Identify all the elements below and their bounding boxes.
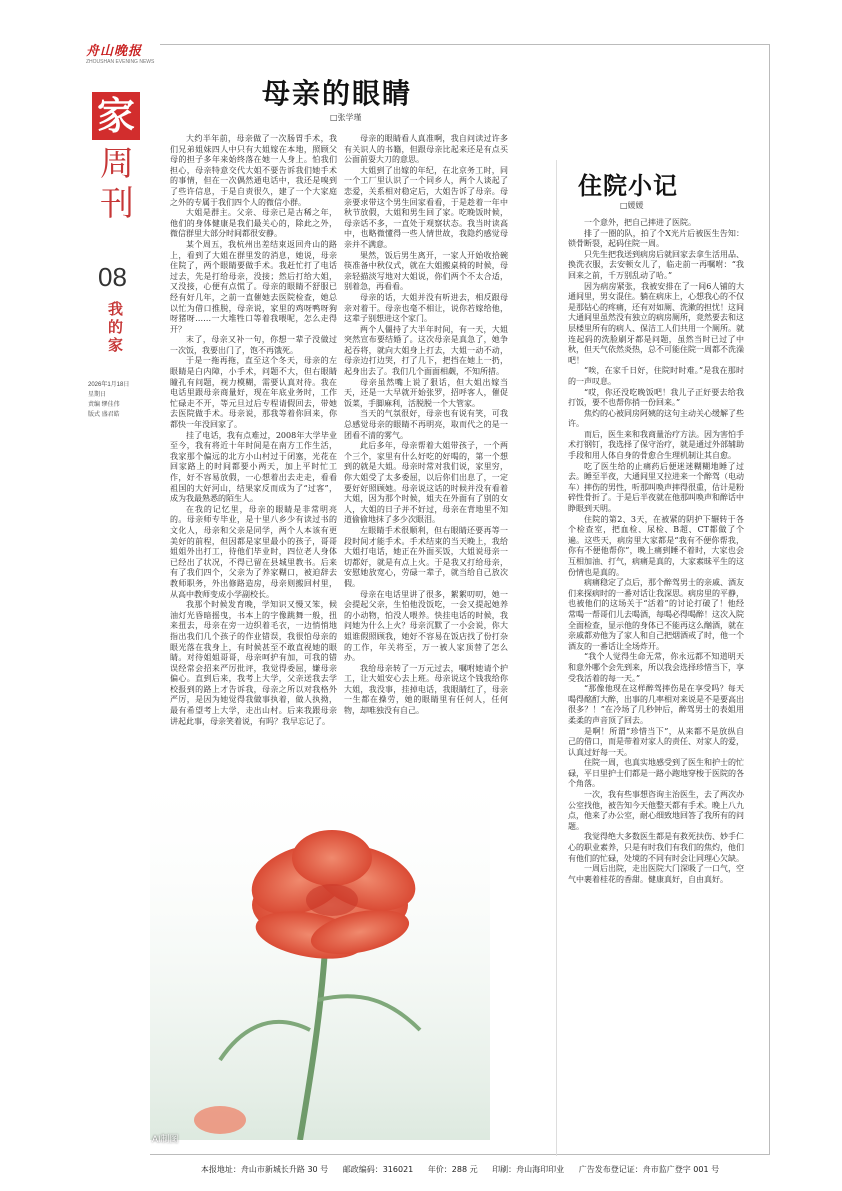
article2-author: □媛媛 (620, 201, 644, 210)
page-number: 08 (98, 262, 127, 292)
paragraph: 末了，母亲又补一句，你想一辈子没做过一次饭，我要出门了，饱不再饿死。 (170, 335, 337, 355)
newspaper-logo (86, 40, 156, 65)
issue-weekday: 星期日 (88, 392, 107, 398)
article1-column-2 (344, 134, 508, 717)
paragraph: 住院的第2、3天，在被紧的阴护下辗转于各个检查室，把血检、尿检、B超、CT都做了个遍。这些天，病房里大家都是“我有不便你帮我，你有不便他帮你”，晚上痛到睡不着时，大家也会互相加油、打气，病痛是真的，大家素昧平生的这份情也是真的。 (568, 514, 744, 577)
paragraph: 我那个时候发育晚，学知识又慢又笨，候油灯光昏暗摇曳，书本上的字像跳舞一般，扭来扭去，母亲在旁一边织着毛衣，一边悄悄地指出我们几个孩子的作业错误，我很怕母亲的眼光落在我身上，有时候甚至不敢直视她的眼睛。对待姐姐哥哥，母亲呵护有加，可我的错误经常会招来严厉批评，我觉得委屈，嫌母亲偏心。直到后来，我考上大学，父亲送我去学校报到的路上才告诉我，母亲之所以对我格外严厉，是因为她觉得我做事执着，做人执拗，最有希望考上大学，走出山村。后来我跟母亲讲起此事，母亲笑着说，有吗？我早忘记了。 (170, 600, 337, 726)
paragraph: 母亲在电话里讲了很多，絮絮叨叨，她一会提起父亲，生怕他没饭吃，一会又提起她养的小动物，怕没人喂养。快挂电话的时候，我问她为什么上火？母亲沉默了一小会说，你大姐谁假照顾我，她好不容易在饭店找了份打杂的工作，年关将至，万一被人家顶替了怎么办。 (344, 589, 508, 663)
article1-column-1 (170, 134, 337, 727)
paragraph: 挂了电话，我有点难过，2008年大学毕业至今，我有将近十年时间是在南方工作生活，我家那个偏远的北方小山村过于闭塞，光花在回家路上的时间都要小两天，加上平时忙工作，好不容易放假，一心想着出去走走，看看祖国的大好河山，结果家反而成为了“过客”，成为我最熟悉的陌生人。 (170, 430, 337, 504)
footer-postcode: 邮政编码：316021 (342, 1165, 414, 1174)
logo-text: 舟山晚报 (86, 44, 143, 59)
bottom-rule (150, 1154, 770, 1155)
paragraph: 在我的记忆里，母亲的眼睛是非常明亮的。母亲师专毕业，是十里八乡少有读过书的文化人，母亲和父亲是同学，两个人本该有更美好的前程，但因都是家里最小的孩子，哥哥姐姐外出打工，待他们毕业时，四位老人身体已经出了状况，不得已留在县城里教书。后来有了我们四个，父亲为了养家糊口，被迫辞去教师职务，外出修路造房，母亲则搬回村里，从高中教师变成小学副校长。 (170, 504, 337, 599)
paragraph: 母亲的眼睛看人真准啊，我自问读过许多有关识人的书籍，但跟母亲比起来还是有点买公面前耍大刀的意思。 (344, 134, 508, 165)
section-badge: 家 (92, 92, 140, 140)
section-title: 周刊 (100, 144, 134, 224)
issue-designer: 版式 盛君皓 (88, 412, 120, 418)
footer (150, 1164, 770, 1175)
paragraph: 因为病房紧张，我被安排在了一间6人铺的大通间里，男女混住。躺在病床上，心想我心的不仅是那钻心的疼痛，还有对如厕、洗漱的担忧！这间大通间里虽然没有独立的病房厕所，竟然要去和这层楼里所有的病人、保洁工人们共用一个厕所。就连起码的洗脸刷牙都是问题，虽然当时已过了中秋，但天气依然炎热，总不可能住院一周都不洗澡吧！ (568, 281, 744, 365)
footer-ad-license: 广告发布登记证：舟市监广登字 001 号 (578, 1165, 720, 1174)
paragraph: 当天的气氛很好，母亲也有说有笑，可我总感觉母亲的眼睛不再明亮，取而代之的是一团看不清的雾气。 (344, 409, 508, 440)
paragraph: 果然，饭后男生离开，一家人开始收拾碗筷准备中秋仪式，就在大姐搬桌椅的时候，母亲轻描淡写地对大姐说，你们两个不太合适，别着急，再看看。 (344, 250, 508, 292)
issue-meta (88, 380, 129, 420)
article2-body (568, 218, 744, 885)
paragraph: 左眼睛手术很顺利，但右眼睛还要再等一段时间才能手术。手术结束的当天晚上，我给大姐打电话，她正在外面买饭，大姐说母亲一切都好，就是有点上火。于是我又打给母亲，安慰她放宽心，劳碌一辈子，就当给自己放次假。 (344, 525, 508, 588)
issue-date: 2026年1月18日 (88, 382, 130, 388)
paragraph: “那像他现在这样醉驾摔伤是在享受吗？每天喝得酩酊大醉，出事的几率相对来说是不是要高出很多？！”在冷场了几秒钟后，醉驾男士的表姐用柔柔的声音顶了回去。 (568, 684, 744, 725)
carnation-illustration (150, 700, 490, 1140)
paragraph: 一次，我有些事想咨询主治医生，去了两次办公室找他，被告知今天他整天都有手术。晚上八九点，他来了办公室，耐心细致地回答了我所有的问题。 (568, 790, 744, 831)
issue-editor: 责编 缪佳伟 (88, 402, 120, 408)
column-name: 我的家 (108, 300, 124, 354)
paragraph: “唉，在家千日好，住院时时难。”是我在那时的一声叹息。 (568, 366, 744, 386)
footer-address: 本报地址：舟山市新城长升路 30 号 (200, 1165, 329, 1174)
paragraph: 大姐是群主。父亲、母亲已是古稀之年，他们的身体健康是我们最关心的，除此之外，微信群里大部分时间都很安静。 (170, 208, 337, 239)
paragraph: 排了一圈的队，拍了个X光片后被医生告知：锁骨断裂，起码住院一周。 (568, 228, 744, 249)
paragraph: 焦灼的心被同房阿姨的这句主动关心缓解了些许。 (568, 408, 744, 429)
paragraph: 是啊！所谓“珍惜当下”，从来都不是放纵自己的借口，而是带着对家人的责任、对家人的爱，认真过好每一天。 (568, 726, 744, 757)
paragraph: 吃了医生给的止痛药后便迷迷糊糊地睡了过去。睡至半夜，大通间里又拉进来一个醉驾（电动车）摔伤的男性，听那叫唤声摔得很重，估计是粉碎性骨折了。于是后半夜就在他那叫唤声和醉话中睁眼到天明。 (568, 461, 744, 514)
article1-title: 母亲的眼睛 (262, 77, 413, 110)
column-divider (556, 160, 557, 1156)
illustration-credit: AI制图 (152, 1134, 179, 1144)
footer-price: 年价：288 元 (427, 1165, 478, 1174)
article2-title: 住院小记 (578, 172, 678, 200)
paragraph: 一个意外，把自己摔进了医院。 (584, 218, 696, 227)
paragraph: 母亲虽然嘴上说了狠话，但大姐出嫁当天，还是一大早就开始张罗，招呼客人，催促饭菜，手脚麻利，活脱脱一个大管家。 (344, 377, 508, 408)
paragraph: 病痛稳定了点后，那个醉驾男士的亲戚、酒友们来探病时的一番对话让我深思。病房里的平静，也被他们的这场关于“活着”的讨论打破了！他经常喝一帮哥们儿去喝酒，每喝必得喝醉！这次入院全面检查，显示他的身体已不能再这么酗酒，就在亲戚都劝他为了家人和自己把烟酒戒了时，他一个酒友的一番话让全场炸开。 (568, 578, 744, 651)
paragraph: 大约半年前，母亲做了一次肠胃手术，我们兄弟姐妹四人中只有大姐嫁在本地，照顾父母的担子多年来始终落在她一人身上。怕我们担心，母亲特意交代大姐不要告诉我们她手术的事情，但在一次偶然通电话中，我还是嗅到了些许信息，于是自责很久，建了一个大家庭之外的专属于我们四个人的微信小群。 (170, 134, 337, 207)
paragraph: 我觉得绝大多数医生都是有救死扶伤、妙手仁心的职业素养，只是有时我们有我们的焦灼，他们有他们的忙碌，处境的不同有时会让同理心欠缺。 (568, 832, 744, 863)
paragraph: 住院一周，也真实地感受到了医生和护士的忙碌，平日里护士们都是一路小跑地穿梭于医院的各个角落。 (568, 758, 744, 789)
paragraph: 于是一拖再拖，直至这个冬天，母亲的左眼睛是白内障，小手术，问题不大，但右眼睛瞳孔有问题，视力模糊，需要认真对待。我在电话里跟母亲商量好，现在年底业务时，工作忙碌走不开，等元旦过后专程请假回去，带她去医院做手术。母亲说，那我等着你回来，你都快一年没回家了。 (170, 356, 337, 430)
footer-printer: 印刷：舟山海印印业 (492, 1165, 565, 1174)
paragraph: 母亲的话，大姐并没有听进去，相反跟母亲对着干。母亲也毫不相让，说你若嫁给他，这辈子别想进这个家门。 (344, 292, 508, 324)
paragraph: 大姐到了出嫁的年纪，在北京务工时，同一个工厂里认识了一个同乡人，两个人谈起了恋爱，关系相对稳定后，大姐告诉了母亲。母亲要求带这个男生回家看看，于是趁着一年中秋节放假，大姐和男生回了家。吃晚饭时候，母亲话不多，一直处于观察状态。我当时读高中，也略微懂得一些人情世故，我隐约感觉母亲并不满意。 (344, 165, 508, 249)
paragraph: 我给母亲转了一万元过去，嘱咐她请个护工，让大姐安心去上班。母亲说这个钱我给你大姐，我没事，挂掉电话，我眼睛红了，母亲一生都在操劳，她的眼睛里有任何人，任何物，却唯独没有自己。 (344, 663, 508, 716)
paragraph: “哎，你还没吃晚饭吧！我儿子正好要去给我打饭，要不也帮你捎一份回来。” (568, 387, 744, 408)
paragraph: “我个人觉得生命无常，你永远都不知道明天和意外哪个会先到来，所以我会选择珍惜当下，享受我活着的每一天。” (568, 652, 744, 683)
article1-author: □张学瑾 (330, 113, 362, 122)
logo-subtext: ZHOUSHAN EVENING NEWS (86, 59, 155, 65)
top-rule (160, 44, 770, 45)
paragraph: 此后多年，母亲帮着大姐带孩子，一个两个三个，家里有什么好吃的好喝的，第一个想到的就是大姐。母亲时常对我们说，家里穷，你大姐受了太多委屈，以后你们出息了，一定要好好照顾她。母亲说这话的时候并没有看着大姐，因为那个时候，姐夫在外面有了别的女人，大姐的日子并不好过，母亲在背地里不知道偷偷地抹了多少次眼泪。 (344, 441, 508, 525)
right-rule (769, 44, 770, 1154)
paragraph: 一周后出院，走出医院大门深吸了一口气，空气中裹着桂花的香甜。健康真好，自由真好。 (568, 864, 744, 884)
paragraph: 两个人僵持了大半年时间，有一天，大姐突然宣布要结婚了。这次母亲是真急了，她争起吞将，就向大姐身上打去，大姐一动不动，母亲边打边哭，打了几下，把挡在她上一扔，起身出去了。我们几个面面相觑，不知所措。 (344, 324, 508, 377)
paragraph: 只先生把我送到病房后就回家去拿生活用品、换洗衣服，去安顿女儿了，临走前一再嘱咐：“我回来之前，千万别乱动了哈。” (568, 249, 744, 280)
paragraph: 某个周五，我杭州出差结束返回舟山的路上，看到了大姐在群里发的消息，她说，母亲住院了，两个眼睛要做手术。我赶忙打了电话过去，先是打给母亲，没接；然后打给大姐，又没接，心便有点慌了。母亲的眼睛不舒服已经有好几年，之前一直催她去医院检查，她总以忙为借口推脱，母亲说，家里的鸡呀鸭呀狗呀猪呀……一大堆牲口等着我喂呢，怎么走得开？ (170, 239, 337, 334)
paragraph: 而后，医生来和我商量治疗方法。因为害怕手术打钢钉，我选择了保守治疗，就是通过外部辅助手段和用人体自身的骨愈合生理机制让其自愈。 (568, 429, 744, 461)
